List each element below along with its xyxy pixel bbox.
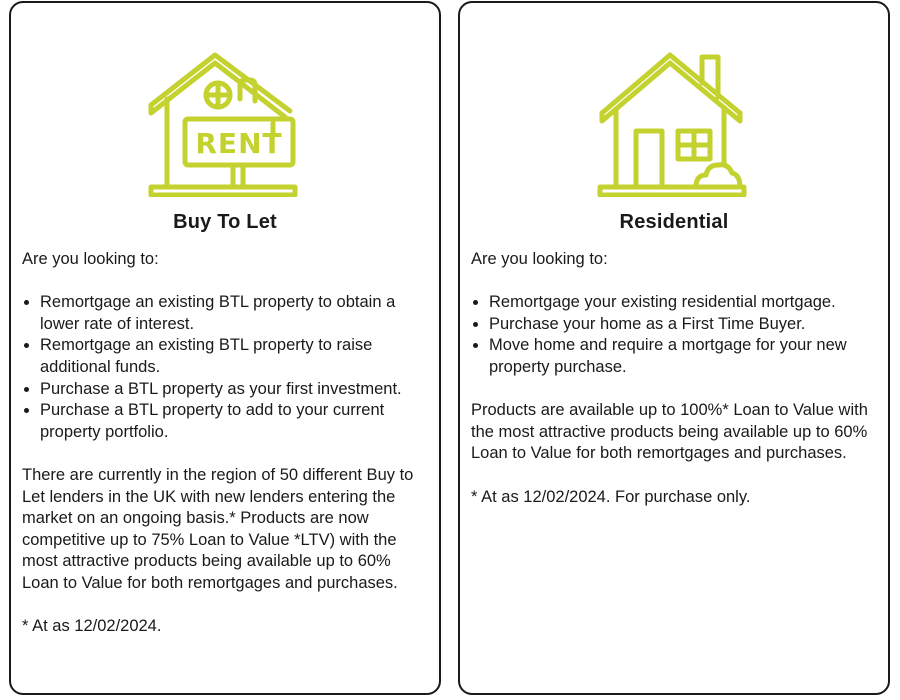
list-item: • Remortgage your existing residential mortgage. bbox=[489, 292, 870, 314]
list-item: • Purchase your home as a First Time Buyer. bbox=[489, 314, 870, 336]
buy-to-let-footnote: * At as 12/02/2024. bbox=[22, 617, 162, 636]
residential-intro: Are you looking to: bbox=[471, 250, 608, 268]
buy-to-let-card bbox=[9, 1, 441, 695]
list-item: • Move home and require a mortgage for your new property purchase. bbox=[489, 335, 870, 378]
residential-title: Residential bbox=[619, 211, 729, 233]
residential-card bbox=[458, 1, 890, 695]
residential-paragraph: Products are available up to 100%* Loan to Value with the most attractive products being available up to 60% Loan to Value for both remortgages and purchases. bbox=[471, 401, 868, 463]
rent-sign-text: RENT bbox=[195, 127, 283, 160]
rent-house-icon bbox=[11, 47, 439, 197]
buy-to-let-paragraph: There are currently in the region of 50 different Buy to Let lenders in the UK with new lenders entering the market on an ongoing basis.* Products are now competitive up to 75% Loan to Value *LTV) with the most attractive products being available up to 60% Loan to Value for both remortgages and purchases. bbox=[22, 465, 414, 592]
residential-footnote: * At as 12/02/2024. For purchase only. bbox=[471, 487, 751, 506]
residential-content bbox=[471, 249, 870, 530]
list-item: • Purchase a BTL property to add to your current property portfolio. bbox=[40, 400, 421, 443]
buy-to-let-content bbox=[22, 249, 421, 659]
buy-to-let-intro: Are you looking to: bbox=[22, 250, 159, 268]
list-item: • Remortgage an existing BTL property to raise additional funds. bbox=[40, 335, 421, 378]
buy-to-let-title: Buy To Let bbox=[173, 211, 277, 233]
residential-list bbox=[471, 292, 870, 378]
residential-house-icon bbox=[460, 47, 888, 197]
buy-to-let-list bbox=[22, 292, 421, 443]
list-item: • Purchase a BTL property as your first investment. bbox=[40, 379, 421, 401]
list-item: • Remortgage an existing BTL property to obtain a lower rate of interest. bbox=[40, 292, 421, 335]
